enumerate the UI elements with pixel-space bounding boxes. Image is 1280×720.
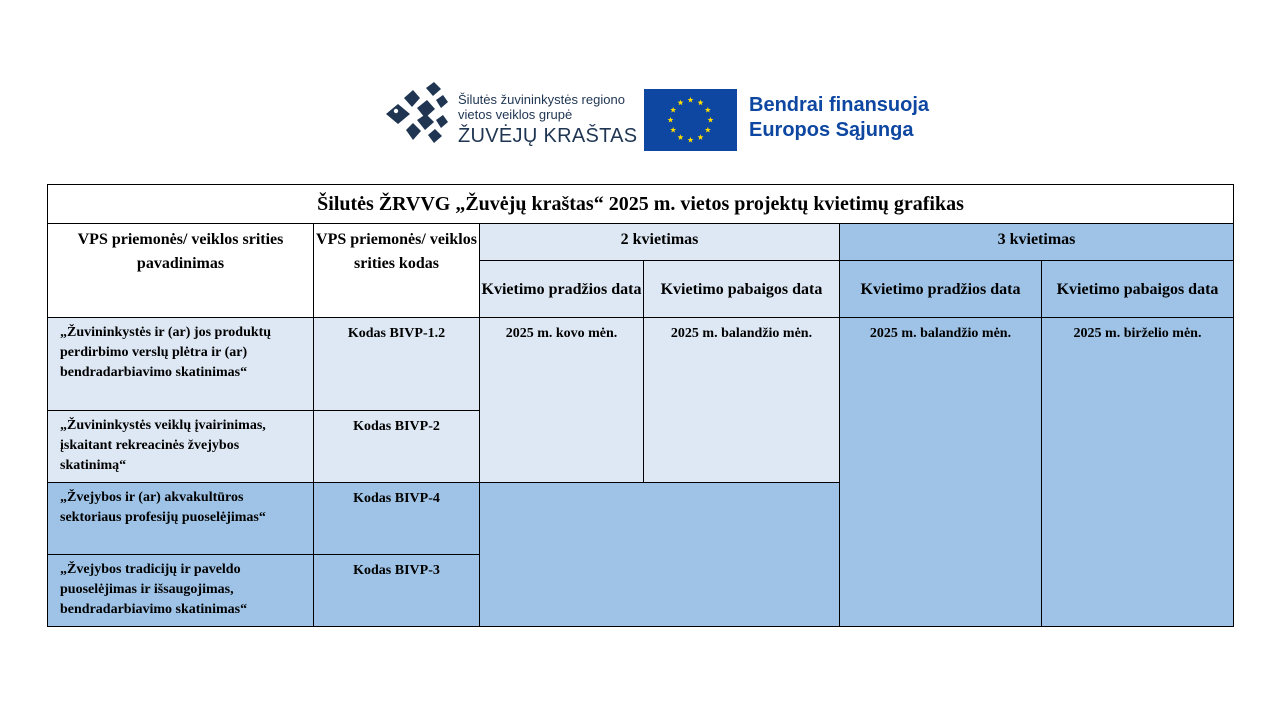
table-row [48, 318, 1234, 411]
fish-group-line2: vietos veiklos grupė [458, 107, 573, 122]
fish-group-name: ŽUVĖJŲ KRAŠTAS [458, 125, 638, 147]
header-call-3-start: Kvietimo pradžios data [840, 261, 1042, 318]
header-call-2-end: Kvietimo pabaigos data [644, 261, 840, 318]
title-row [48, 185, 1234, 224]
row-1-code: Kodas BIVP-1.2 [314, 318, 480, 411]
fish-logo-icon [384, 80, 450, 150]
row-4-code: Kodas BIVP-3 [314, 555, 480, 627]
call-3-end-date: 2025 m. birželio mėn. [1042, 318, 1234, 627]
fish-group-line1: Šilutės žuvininkystės regiono [458, 92, 625, 107]
header-call-2: 2 kvietimas [480, 224, 840, 261]
row-3-name: „Žvejybos ir (ar) akvakultūros sektoriaus profesijų puoselėjimas“ [48, 483, 314, 555]
call-2-end-date: 2025 m. balandžio mėn. [644, 318, 840, 483]
eu-line2: Europos Sąjunga [749, 119, 914, 141]
eu-text [749, 93, 929, 143]
row-2-code: Kodas BIVP-2 [314, 411, 480, 483]
row-2-name: „Žuvininkystės veiklų įvairinimas, įskaitant rekreacinės žvejybos skatinimą“ [48, 411, 314, 483]
fish-group-text [458, 92, 637, 147]
eu-flag-icon [644, 89, 737, 151]
header-call-3: 3 kvietimas [840, 224, 1234, 261]
row-4-name: „Žvejybos tradicijų ir paveldo puoselėjimas ir išsaugojimas, bendradarbiavimo skatinimas“ [48, 555, 314, 627]
eu-line1: Bendrai finansuoja [749, 94, 930, 116]
schedule-table [47, 184, 1234, 627]
header-call-3-end: Kvietimo pabaigos data [1042, 261, 1234, 318]
table-title: Šilutės ŽRVVG „Žuvėjų kraštas“ 2025 m. vietos projektų kvietimų grafikas [48, 185, 1234, 224]
header-row-1 [48, 224, 1234, 261]
call-2-start-date: 2025 m. kovo mėn. [480, 318, 644, 483]
call-2-empty-cell [480, 483, 840, 627]
header-code: VPS priemonės/ veiklos srities kodas [314, 224, 480, 318]
header-call-2-start: Kvietimo pradžios data [480, 261, 644, 318]
call-3-start-date: 2025 m. balandžio mėn. [840, 318, 1042, 627]
row-3-code: Kodas BIVP-4 [314, 483, 480, 555]
header-name: VPS priemonės/ veiklos srities pavadinimas [48, 224, 314, 318]
row-1-name: „Žuvininkystės ir (ar) jos produktų perdirbimo verslų plėtra ir (ar) bendradarbiavimo skatinimas“ [48, 318, 314, 411]
